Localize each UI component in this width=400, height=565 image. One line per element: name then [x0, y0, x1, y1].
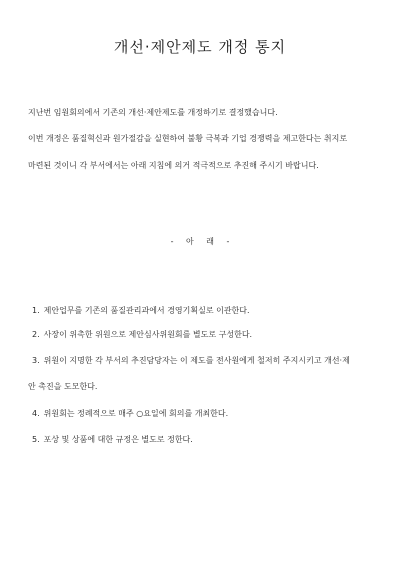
list-item-3-continuation: 안 촉진을 도모한다. — [28, 382, 98, 391]
list-item-text: 위원회는 정례적으로 매주 ○요일에 회의를 개최한다. — [43, 409, 229, 418]
intro-line-2: 이번 개정은 품질혁신과 원가절감을 실현하여 불황 극복과 기업 경쟁력을 제고한다는 취지로 — [28, 134, 348, 143]
list-item-4 — [32, 409, 377, 418]
list-item-number: 1. — [32, 306, 40, 315]
list-item-text: 제안업무를 기존의 품질관리과에서 경영기획실로 이관한다. — [43, 306, 250, 315]
intro-line-1: 지난번 임원회의에서 기존의 개선·제안제도를 개정하기로 결정했습니다. — [28, 108, 278, 117]
list-item-1 — [32, 306, 377, 315]
list-item-number: 4. — [32, 409, 40, 418]
list-item-text: 위원이 지명한 각 부서의 추진담당자는 이 제도를 전사원에게 철저히 주지시키고 개선·제 — [43, 356, 350, 365]
list-item-number: 5. — [32, 435, 40, 444]
list-item-number: 3. — [32, 356, 40, 365]
list-item-text: 사장이 위촉한 위원으로 제안심사위원회를 별도로 구성한다. — [43, 330, 253, 339]
list-item-3 — [32, 356, 377, 365]
ahrae-heading: - 아 래 - — [170, 237, 230, 246]
list-item-2 — [32, 330, 377, 339]
list-item-number: 2. — [32, 330, 40, 339]
intro-line-3: 마련된 것이니 각 부서에서는 아래 지침에 의거 적극적으로 추진해 주시기 바랍니다. — [28, 161, 319, 170]
document-title: 개선·제안제도 개정 통지 — [113, 38, 287, 56]
list-item-text: 포상 및 상품에 대한 규정은 별도로 정한다. — [43, 435, 193, 444]
list-item-5 — [32, 435, 377, 444]
